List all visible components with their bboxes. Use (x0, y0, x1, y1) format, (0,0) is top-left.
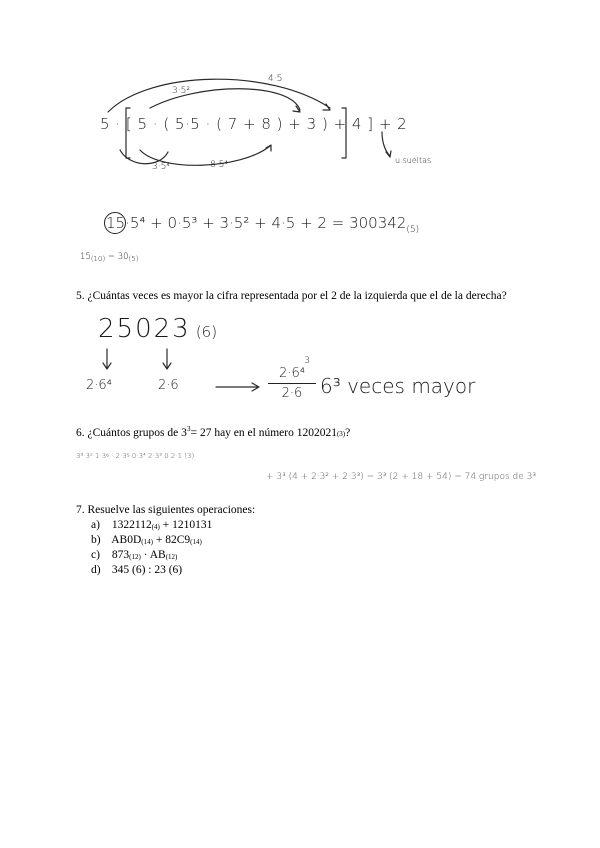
q6-question-end: ? (345, 426, 351, 439)
q6-question-mid: = 27 hay en el número 1202021 (190, 426, 337, 439)
q5-arrows (95, 345, 255, 375)
conversion-equals: = 30 (107, 252, 129, 262)
q7-item-a (91, 519, 212, 531)
q7-item-d-text: 345 (6) : 23 (6) (111, 564, 183, 576)
q6-question-prefix: 6. ¿Cuántos grupos de 3 (76, 426, 187, 439)
q7-item-c (91, 549, 177, 561)
question-6 (76, 424, 350, 439)
q7-item-a-op: + 1210131 (159, 519, 213, 531)
q5-number-value: 25023 (98, 314, 191, 344)
conversion-value: 15 (80, 252, 91, 262)
q6-work-right: + 3³ (4 + 2·3² + 2·3³) = 3³ (2 + 18 + 54) = 74 grupos de 3³ (266, 472, 536, 482)
q7-item-b (91, 534, 202, 546)
q5-fraction-line (268, 383, 316, 384)
q7-item-d (91, 564, 182, 576)
arc-label-bottom-left: 3·5⁴ (152, 162, 170, 172)
q7-item-b-op: + 82C9 (152, 534, 191, 546)
result-expression (106, 214, 419, 235)
loose-units-note: u.sueltas (395, 156, 432, 165)
arc-label-top: 4·5 (268, 74, 283, 84)
q5-result: 6³ veces mayor (320, 374, 476, 398)
result-base: (5) (406, 225, 420, 235)
q5-fraction-denominator: 2·6 (281, 386, 303, 401)
question-7: 7. Resuelve las siguientes operaciones: (76, 504, 256, 516)
result-expression-text: 15·5⁴ + 0·5³ + 3·5² + 4·5 + 2 = 300342 (106, 214, 407, 232)
arc-label-bottom-right: 8·5⁴ (210, 160, 228, 170)
q7-item-b-base2: (14) (190, 538, 202, 546)
q5-fraction-cancel-sup: 3 (304, 356, 310, 366)
q7-item-c-text: 873 (111, 549, 130, 561)
q7-item-a-label: a) (91, 519, 100, 531)
q5-long-arrow (214, 380, 264, 394)
q5-number (98, 314, 217, 344)
q7-item-b-label: b) (91, 534, 101, 546)
q7-item-c-base2: (12) (165, 553, 178, 561)
q7-item-c-base1: (12) (129, 553, 141, 561)
arc-label-mid: 3·5² (172, 86, 190, 96)
q7-item-a-text: 1322112 (111, 519, 152, 531)
q5-fraction (268, 356, 316, 401)
q5-fraction-numerator: 2·6⁴ (279, 366, 305, 381)
conversion-note (80, 252, 138, 263)
q6-work-left: 3³·3² 1·3⁶ · 2·3⁵ 0·3⁴ 2·3³ 0 2 1 (3) (76, 452, 195, 460)
q6-question-base: (3) (336, 429, 346, 438)
main-expression: 5 · [ 5 · ( 5·5 · ( 7 + 8 ) + 3 ) + 4 ] + 2 (100, 115, 408, 133)
q5-number-base: (6) (195, 323, 218, 341)
q7-item-d-label: d) (91, 564, 101, 576)
q7-item-c-label: c) (91, 549, 100, 561)
q7-item-b-text: AB0D (111, 534, 142, 546)
q7-item-c-op: · AB (140, 549, 166, 561)
q7-item-a-base: (4) (151, 523, 160, 531)
q5-left-value: 2·6⁴ (86, 378, 112, 393)
conversion-base-to: (5) (128, 255, 139, 263)
q6-question-sup: 3 (186, 424, 191, 433)
q5-right-value: 2·6 (158, 378, 179, 393)
question-5: 5. ¿Cuántas veces es mayor la cifra representada por el 2 de la izquierda que el de la derecha? (76, 290, 507, 302)
conversion-base-from: (10) (90, 255, 106, 263)
q7-item-b-base1: (14) (141, 538, 153, 546)
